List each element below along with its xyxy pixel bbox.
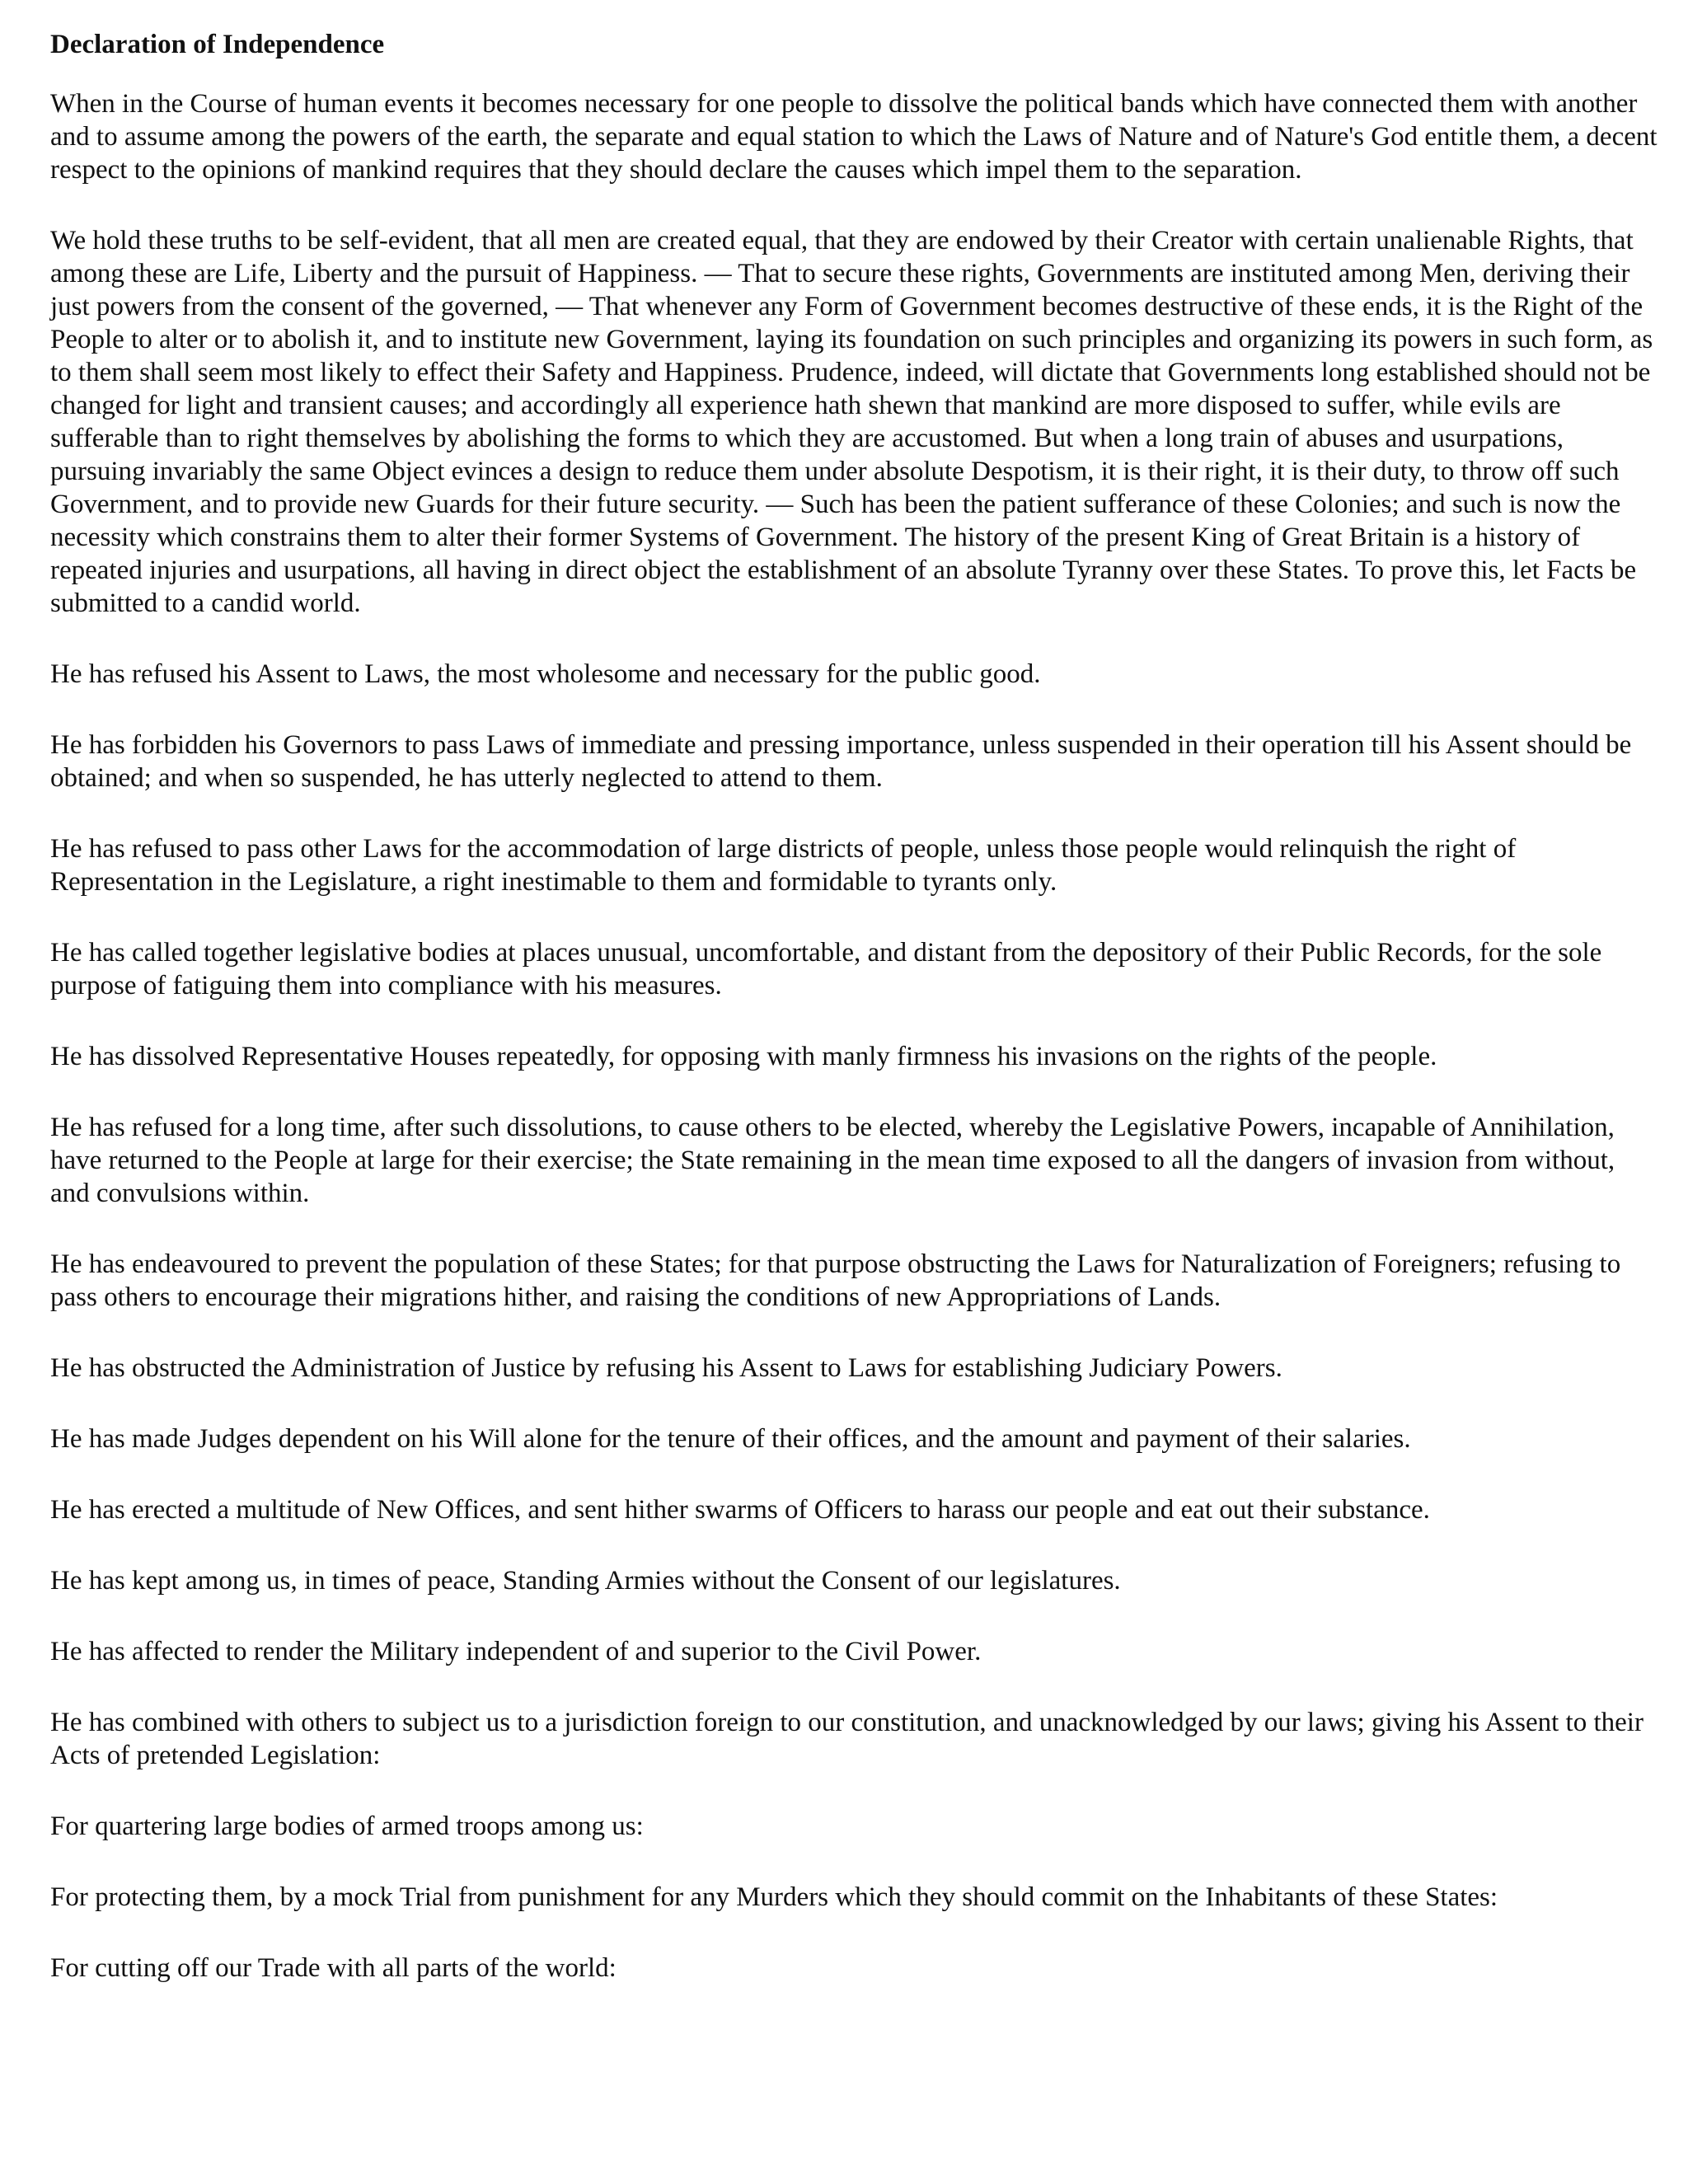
paragraph-7: He has dissolved Representative Houses repeatedly, for opposing with manly firmness his invasions on the rights of the people. bbox=[50, 1042, 1437, 1071]
paragraph-15: He has combined with others to subject us to a jurisdiction foreign to our constitution, and unacknowledged by our laws; giving his Assent to their Acts of pretended Legislation: bbox=[50, 1708, 1643, 1770]
paragraph-2: We hold these truths to be self-evident, that all men are created equal, that they are endowed by their Creator with certain unalienable Rights, that among these are Life, Liberty and the pursuit of Happiness. — That to secure these rights, Governments are instituted among Men, deriving their just powers from the consent of the governed, — That whenever any Form of Government becomes destructive of these ends, it is the Right of the People to alter or to abolish it, and to institute new Government, laying its foundation on such principles and organizing its powers in such form, as to them shall seem most likely to effect their Safety and Happiness. Prudence, indeed, will dictate that Governments long established should not be changed for light and transient causes; and accordingly all experience hath shewn that mankind are more disposed to suffer, while evils are sufferable than to right themselves by abolishing the forms to which they are accustomed. But when a long train of abuses and usurpations, pursuing invariably the same Object evinces a design to reduce them under absolute Despotism, it is their right, it is their duty, to throw off such Government, and to provide new Guards for their future security. — Such has been the patient sufferance of these Colonies; and such is now the necessity which constrains them to alter their former Systems of Government. The history of the present King of Great Britain is a history of repeated injuries and usurpations, all having in direct object the establishment of an absolute Tyranny over these States. To prove this, let Facts be submitted to a candid world. bbox=[50, 226, 1653, 618]
paragraph-18: For cutting off our Trade with all parts of the world: bbox=[50, 1953, 617, 1983]
paragraph-5: He has refused to pass other Laws for the accommodation of large districts of people, unless those people would relinquish the right of Representation in the Legislature, a right inestimable to them and formidable to tyrants only. bbox=[50, 834, 1517, 897]
paragraph-14: He has affected to render the Military independent of and superior to the Civil Power. bbox=[50, 1637, 982, 1666]
paragraph-16: For quartering large bodies of armed troops among us: bbox=[50, 1811, 644, 1841]
paragraph-1: When in the Course of human events it becomes necessary for one people to dissolve the political bands which have connected them with another and to assume among the powers of the earth, the separate and equal station to which the Laws of Nature and of Nature's God entitle them, a decent respect to the opinions of mankind requires that they should declare the causes which impel them to the separation. bbox=[50, 89, 1658, 185]
paragraph-9: He has endeavoured to prevent the population of these States; for that purpose obstructing the Laws for Naturalization of Foreigners; refusing to pass others to encourage their migrations hither, and raising the conditions of new Appropriations of Lands. bbox=[50, 1249, 1621, 1312]
paragraph-13: He has kept among us, in times of peace, Standing Armies without the Consent of our legislatures. bbox=[50, 1566, 1121, 1596]
document-page bbox=[50, 28, 1658, 2022]
paragraph-8: He has refused for a long time, after such dissolutions, to cause others to be elected, whereby the Legislative Powers, incapable of Annihilation, have returned to the People at large for their exercise; the State remaining in the mean time exposed to all the dangers of invasion from without, and convulsions within. bbox=[50, 1113, 1615, 1208]
paragraph-6: He has called together legislative bodies at places unusual, uncomfortable, and distant from the depository of their Public Records, for the sole purpose of fatiguing them into compliance with his measures. bbox=[50, 938, 1602, 1001]
paragraph-4: He has forbidden his Governors to pass Laws of immediate and pressing importance, unless suspended in their operation till his Assent should be obtained; and when so suspended, he has utterly neglected to attend to them. bbox=[50, 730, 1632, 793]
paragraph-3: He has refused his Assent to Laws, the most wholesome and necessary for the public good. bbox=[50, 659, 1041, 689]
paragraph-11: He has made Judges dependent on his Will alone for the tenure of their offices, and the amount and payment of their salaries. bbox=[50, 1424, 1411, 1454]
paragraph-17: For protecting them, by a mock Trial from punishment for any Murders which they should commit on the Inhabitants of these States: bbox=[50, 1882, 1498, 1912]
paragraph-12: He has erected a multitude of New Offices, and sent hither swarms of Officers to harass our people and eat out their substance. bbox=[50, 1495, 1430, 1525]
document-title: Declaration of Independence bbox=[50, 30, 385, 59]
paragraph-10: He has obstructed the Administration of Justice by refusing his Assent to Laws for establishing Judiciary Powers. bbox=[50, 1353, 1282, 1383]
